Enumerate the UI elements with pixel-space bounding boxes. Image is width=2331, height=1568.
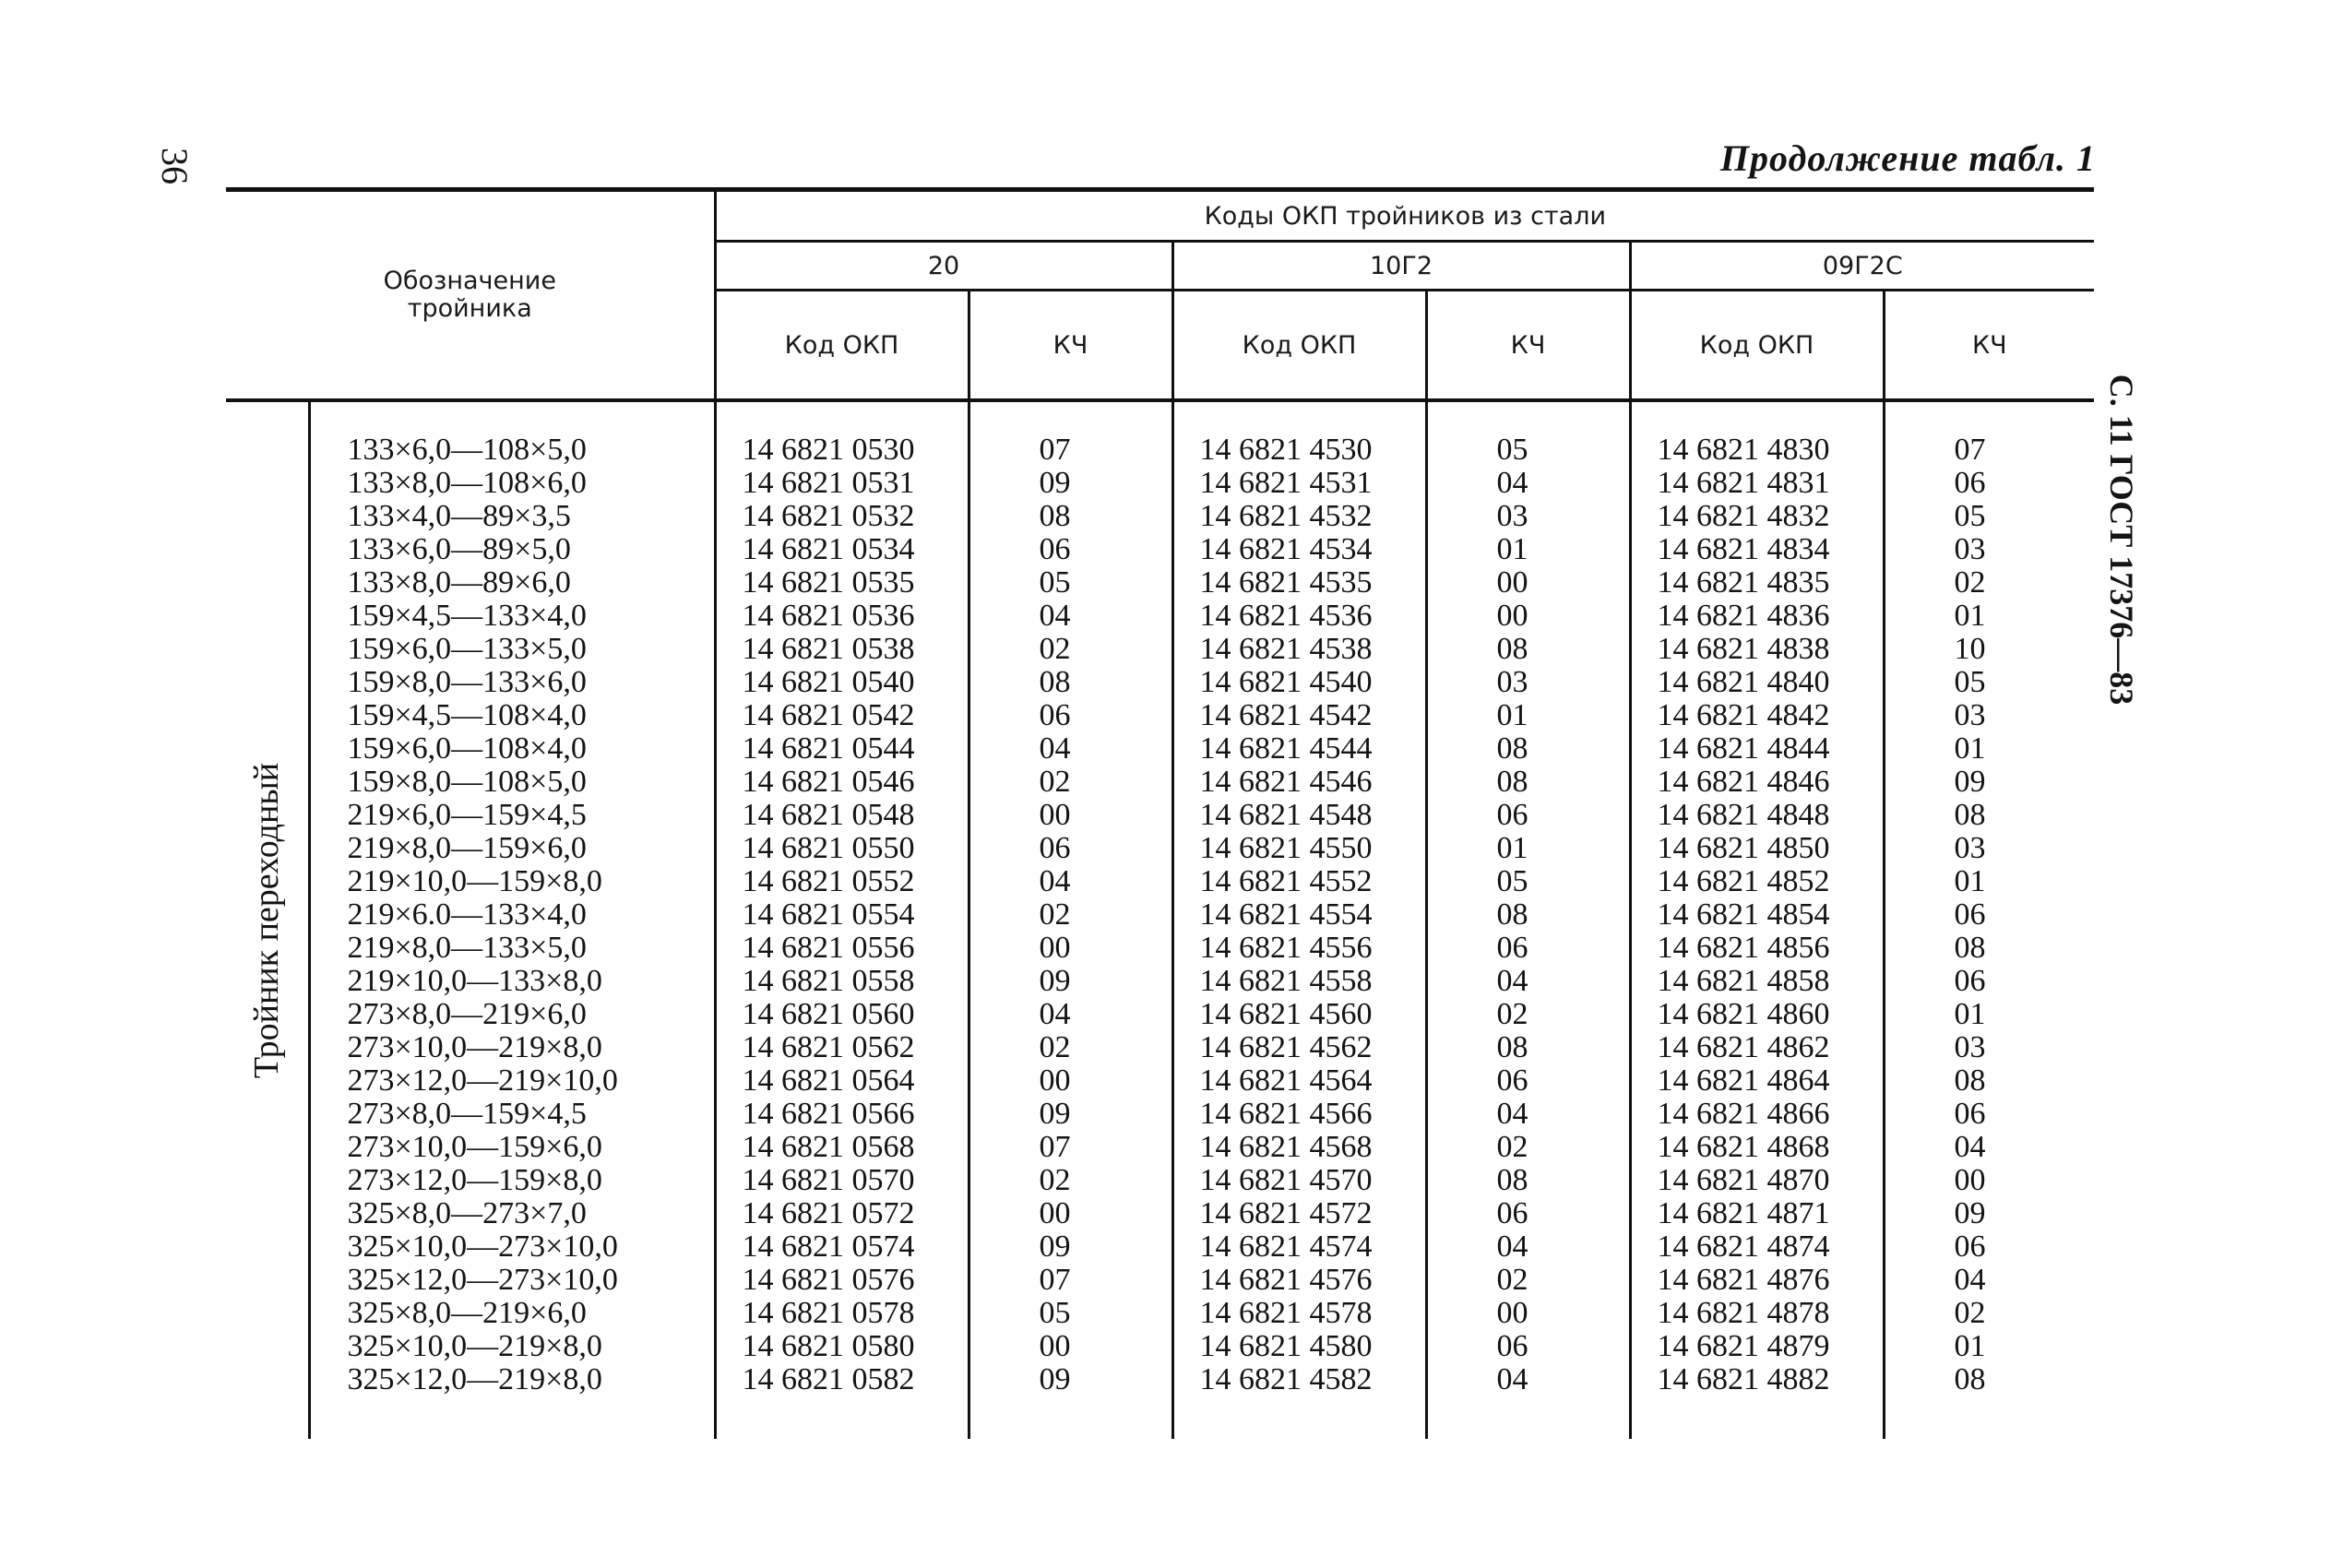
okp-code-cell: 14 6821 4558 (1172, 965, 1426, 998)
okp-code-cell: 14 6821 4878 (1630, 1297, 1884, 1330)
designation-cell: 325×12,0—273×10,0 (309, 1264, 715, 1297)
designation-header-line-1: Обозначение (383, 267, 556, 295)
row-group-cell (226, 400, 309, 1439)
okp-code-cell: 14 6821 4874 (1630, 1230, 1884, 1264)
okp-code-cell: 14 6821 4536 (1172, 600, 1426, 633)
kch-cell: 02 (1426, 998, 1630, 1031)
table-row (226, 1131, 2094, 1164)
okp-code-cell: 14 6821 4862 (1630, 1031, 1884, 1064)
kch-cell: 01 (1426, 533, 1630, 566)
kch-cell: 02 (969, 766, 1172, 799)
table-row (226, 500, 2094, 533)
designation-cell: 219×6,0—159×4,5 (309, 799, 715, 832)
designation-cell: 325×8,0—273×7,0 (309, 1197, 715, 1230)
okp-code-cell: 14 6821 0540 (715, 666, 969, 699)
kch-header: КЧ (969, 291, 1172, 401)
designation-cell: 219×6.0—133×4,0 (309, 898, 715, 932)
kch-cell: 09 (969, 965, 1172, 998)
okp-code-cell: 14 6821 4582 (1172, 1363, 1426, 1439)
okp-code-cell: 14 6821 4835 (1630, 566, 1884, 600)
kch-cell: 01 (1884, 1330, 2094, 1363)
table-row (226, 1363, 2094, 1439)
okp-code-cell: 14 6821 4568 (1172, 1131, 1426, 1164)
okp-code-cell: 14 6821 0542 (715, 699, 969, 732)
okp-code-cell: 14 6821 4564 (1172, 1064, 1426, 1098)
code-header: Код ОКП (1630, 291, 1884, 401)
okp-code-cell: 14 6821 0574 (715, 1230, 969, 1264)
designation-cell: 219×10,0—159×8,0 (309, 865, 715, 898)
kch-cell: 03 (1884, 699, 2094, 732)
designation-cell: 219×8,0—159×6,0 (309, 832, 715, 865)
kch-cell: 01 (1884, 600, 2094, 633)
designation-cell: 273×8,0—219×6,0 (309, 998, 715, 1031)
designation-cell: 159×4,5—133×4,0 (309, 600, 715, 633)
okp-code-cell: 14 6821 0572 (715, 1197, 969, 1230)
designation-cell: 325×10,0—219×8,0 (309, 1330, 715, 1363)
table-row (226, 1297, 2094, 1330)
okp-code-cell: 14 6821 0558 (715, 965, 969, 998)
kch-cell: 07 (969, 400, 1172, 467)
designation-cell: 273×12,0—219×10,0 (309, 1064, 715, 1098)
kch-cell: 00 (969, 1064, 1172, 1098)
kch-cell: 08 (1884, 799, 2094, 832)
kch-cell: 08 (969, 666, 1172, 699)
kch-cell: 01 (1884, 732, 2094, 766)
okp-code-cell: 14 6821 4850 (1630, 832, 1884, 865)
okp-code-cell: 14 6821 4838 (1630, 633, 1884, 666)
okp-code-cell: 14 6821 4574 (1172, 1230, 1426, 1264)
table-row (226, 467, 2094, 500)
table-row (226, 1098, 2094, 1131)
okp-code-cell: 14 6821 0562 (715, 1031, 969, 1064)
okp-code-cell: 14 6821 4842 (1630, 699, 1884, 732)
designation-cell: 219×10,0—133×8,0 (309, 965, 715, 998)
okp-code-cell: 14 6821 4864 (1630, 1064, 1884, 1098)
okp-code-cell: 14 6821 4879 (1630, 1330, 1884, 1363)
kch-cell: 05 (1884, 666, 2094, 699)
okp-code-cell: 14 6821 4535 (1172, 566, 1426, 600)
table-row (226, 965, 2094, 998)
kch-cell: 02 (1426, 1131, 1630, 1164)
steel-header-09g2s: 09Г2С (1630, 242, 2094, 291)
kch-cell: 08 (1426, 633, 1630, 666)
kch-cell: 06 (1884, 898, 2094, 932)
table-row (226, 600, 2094, 633)
okp-code-cell: 14 6821 0568 (715, 1131, 969, 1164)
okp-code-cell: 14 6821 0566 (715, 1098, 969, 1131)
table-row (226, 1264, 2094, 1297)
okp-code-cell: 14 6821 4848 (1630, 799, 1884, 832)
okp-code-cell: 14 6821 4882 (1630, 1363, 1884, 1439)
kch-cell: 02 (969, 1164, 1172, 1197)
kch-cell: 06 (1884, 1230, 2094, 1264)
okp-code-cell: 14 6821 0532 (715, 500, 969, 533)
okp-code-cell: 14 6821 4534 (1172, 533, 1426, 566)
kch-cell: 00 (969, 799, 1172, 832)
okp-code-cell: 14 6821 4552 (1172, 865, 1426, 898)
kch-cell: 06 (969, 832, 1172, 865)
kch-cell: 00 (969, 1330, 1172, 1363)
okp-code-cell: 14 6821 4560 (1172, 998, 1426, 1031)
table-row (226, 865, 2094, 898)
designation-cell: 325×12,0—219×8,0 (309, 1363, 715, 1439)
okp-code-cell: 14 6821 0531 (715, 467, 969, 500)
kch-cell: 01 (1884, 865, 2094, 898)
kch-cell: 00 (1426, 600, 1630, 633)
okp-code-cell: 14 6821 4854 (1630, 898, 1884, 932)
table-row (226, 1031, 2094, 1064)
kch-cell: 04 (1426, 965, 1630, 998)
page-number: 36 (154, 148, 196, 184)
okp-code-cell: 14 6821 0550 (715, 832, 969, 865)
okp-code-cell: 14 6821 0544 (715, 732, 969, 766)
designation-cell: 325×10,0—273×10,0 (309, 1230, 715, 1264)
kch-cell: 08 (1884, 1363, 2094, 1439)
kch-cell: 02 (1426, 1264, 1630, 1297)
designation-cell: 273×10,0—219×8,0 (309, 1031, 715, 1064)
designation-cell: 133×6,0—89×5,0 (309, 533, 715, 566)
okp-code-cell: 14 6821 4532 (1172, 500, 1426, 533)
row-group-label: Тройник переходный (247, 762, 287, 1079)
okp-code-cell: 14 6821 4832 (1630, 500, 1884, 533)
okp-code-cell: 14 6821 4530 (1172, 400, 1426, 467)
table-row (226, 799, 2094, 832)
kch-cell: 03 (1426, 500, 1630, 533)
kch-cell: 08 (1426, 1031, 1630, 1064)
table-row (226, 533, 2094, 566)
kch-cell: 04 (1426, 467, 1630, 500)
designation-cell: 133×4,0—89×3,5 (309, 500, 715, 533)
designation-cell: 159×8,0—108×5,0 (309, 766, 715, 799)
kch-cell: 07 (969, 1264, 1172, 1297)
kch-cell: 08 (1426, 766, 1630, 799)
okp-code-cell: 14 6821 0534 (715, 533, 969, 566)
okp-code-cell: 14 6821 4846 (1630, 766, 1884, 799)
steel-header-20: 20 (715, 242, 1172, 291)
kch-cell: 03 (1884, 1031, 2094, 1064)
okp-code-cell: 14 6821 4578 (1172, 1297, 1426, 1330)
table-row (226, 1064, 2094, 1098)
okp-code-cell: 14 6821 0582 (715, 1363, 969, 1439)
designation-cell: 325×8,0—219×6,0 (309, 1297, 715, 1330)
kch-cell: 01 (1426, 832, 1630, 865)
kch-cell: 05 (1426, 865, 1630, 898)
okp-code-cell: 14 6821 4856 (1630, 932, 1884, 965)
designation-cell: 273×10,0—159×6,0 (309, 1131, 715, 1164)
kch-cell: 00 (1426, 1297, 1630, 1330)
kch-cell: 06 (969, 699, 1172, 732)
table-row (226, 566, 2094, 600)
kch-cell: 07 (1884, 400, 2094, 467)
kch-cell: 08 (1426, 898, 1630, 932)
kch-cell: 03 (1884, 832, 2094, 865)
table-row (226, 932, 2094, 965)
okp-code-cell: 14 6821 4540 (1172, 666, 1426, 699)
kch-cell: 01 (1426, 699, 1630, 732)
okp-code-cell: 14 6821 4870 (1630, 1164, 1884, 1197)
kch-cell: 08 (1884, 1064, 2094, 1098)
kch-cell: 02 (969, 898, 1172, 932)
okp-code-cell: 14 6821 4566 (1172, 1098, 1426, 1131)
code-header: Код ОКП (715, 291, 969, 401)
designation-cell: 219×8,0—133×5,0 (309, 932, 715, 965)
kch-cell: 05 (969, 1297, 1172, 1330)
designation-cell: 133×6,0—108×5,0 (309, 400, 715, 467)
kch-cell: 05 (969, 566, 1172, 600)
okp-code-cell: 14 6821 0535 (715, 566, 969, 600)
kch-cell: 00 (969, 1197, 1172, 1230)
codes-group-header: Коды ОКП тройников из стали (715, 190, 2094, 242)
table-body (226, 400, 2094, 1439)
kch-cell: 04 (1426, 1363, 1630, 1439)
okp-code-cell: 14 6821 4572 (1172, 1197, 1426, 1230)
okp-code-cell: 14 6821 4576 (1172, 1264, 1426, 1297)
kch-cell: 04 (1426, 1098, 1630, 1131)
okp-code-cell: 14 6821 4840 (1630, 666, 1884, 699)
kch-cell: 06 (1884, 1098, 2094, 1131)
okp-code-cell: 14 6821 4550 (1172, 832, 1426, 865)
kch-cell: 06 (1426, 932, 1630, 965)
okp-code-cell: 14 6821 4556 (1172, 932, 1426, 965)
designation-cell: 133×8,0—89×6,0 (309, 566, 715, 600)
designation-cell: 159×4,5—108×4,0 (309, 699, 715, 732)
kch-cell: 06 (969, 533, 1172, 566)
kch-cell: 02 (1884, 566, 2094, 600)
okp-code-cell: 14 6821 0564 (715, 1064, 969, 1098)
kch-cell: 06 (1426, 1330, 1630, 1363)
okp-code-cell: 14 6821 4860 (1630, 998, 1884, 1031)
table-row (226, 666, 2094, 699)
okp-code-cell: 14 6821 4876 (1630, 1264, 1884, 1297)
okp-code-cell: 14 6821 4844 (1630, 732, 1884, 766)
kch-cell: 08 (969, 500, 1172, 533)
table-row (226, 699, 2094, 732)
kch-cell: 08 (1884, 932, 2094, 965)
kch-cell: 08 (1426, 1164, 1630, 1197)
okp-code-cell: 14 6821 0554 (715, 898, 969, 932)
okp-code-cell: 14 6821 4538 (1172, 633, 1426, 666)
okp-code-cell: 14 6821 0538 (715, 633, 969, 666)
okp-code-cell: 14 6821 4836 (1630, 600, 1884, 633)
designation-header (226, 190, 715, 401)
code-header: Код ОКП (1172, 291, 1426, 401)
kch-cell: 09 (969, 467, 1172, 500)
kch-cell: 04 (969, 600, 1172, 633)
kch-cell: 04 (1884, 1131, 2094, 1164)
kch-cell: 06 (1426, 1064, 1630, 1098)
kch-cell: 03 (1884, 533, 2094, 566)
kch-cell: 02 (969, 633, 1172, 666)
table-row (226, 832, 2094, 865)
designation-cell: 273×8,0—159×4,5 (309, 1098, 715, 1131)
okp-code-cell: 14 6821 0576 (715, 1264, 969, 1297)
okp-code-cell: 14 6821 4871 (1630, 1197, 1884, 1230)
okp-code-cell: 14 6821 0560 (715, 998, 969, 1031)
okp-code-cell: 14 6821 4858 (1630, 965, 1884, 998)
okp-code-cell: 14 6821 4554 (1172, 898, 1426, 932)
kch-header: КЧ (1426, 291, 1630, 401)
table-row (226, 1230, 2094, 1264)
okp-code-cell: 14 6821 4830 (1630, 400, 1884, 467)
kch-cell: 00 (1884, 1164, 2094, 1197)
table-row (226, 732, 2094, 766)
kch-cell: 03 (1426, 666, 1630, 699)
kch-cell: 09 (1884, 1197, 2094, 1230)
okp-code-cell: 14 6821 4546 (1172, 766, 1426, 799)
kch-cell: 05 (1884, 500, 2094, 533)
okp-code-cell: 14 6821 4570 (1172, 1164, 1426, 1197)
okp-code-cell: 14 6821 0548 (715, 799, 969, 832)
table-row (226, 1197, 2094, 1230)
okp-code-cell: 14 6821 4531 (1172, 467, 1426, 500)
okp-code-cell: 14 6821 0530 (715, 400, 969, 467)
designation-header-line-2: тройника (407, 294, 532, 323)
kch-cell: 06 (1426, 1197, 1630, 1230)
table-header (226, 190, 2094, 401)
okp-code-cell: 14 6821 4548 (1172, 799, 1426, 832)
kch-cell: 04 (1884, 1264, 2094, 1297)
designation-cell: 159×8,0—133×6,0 (309, 666, 715, 699)
okp-code-cell: 14 6821 0556 (715, 932, 969, 965)
kch-cell: 02 (1884, 1297, 2094, 1330)
kch-cell: 09 (969, 1363, 1172, 1439)
okp-code-cell: 14 6821 4580 (1172, 1330, 1426, 1363)
okp-code-cell: 14 6821 4866 (1630, 1098, 1884, 1131)
table-row (226, 766, 2094, 799)
designation-cell: 159×6,0—133×5,0 (309, 633, 715, 666)
table-row (226, 1330, 2094, 1363)
kch-cell: 06 (1884, 965, 2094, 998)
kch-cell: 01 (1884, 998, 2094, 1031)
okp-code-cell: 14 6821 0580 (715, 1330, 969, 1363)
okp-code-cell: 14 6821 4831 (1630, 467, 1884, 500)
steel-header-10g2: 10Г2 (1172, 242, 1630, 291)
kch-cell: 02 (969, 1031, 1172, 1064)
kch-cell: 06 (1884, 467, 2094, 500)
kch-cell: 09 (969, 1230, 1172, 1264)
kch-cell: 00 (969, 932, 1172, 965)
kch-cell: 04 (1426, 1230, 1630, 1264)
kch-cell: 04 (969, 732, 1172, 766)
okp-code-cell: 14 6821 0552 (715, 865, 969, 898)
kch-cell: 04 (969, 865, 1172, 898)
table-row (226, 633, 2094, 666)
kch-cell: 04 (969, 998, 1172, 1031)
kch-cell: 05 (1426, 400, 1630, 467)
table-row (226, 1164, 2094, 1197)
okp-code-cell: 14 6821 0536 (715, 600, 969, 633)
kch-cell: 06 (1426, 799, 1630, 832)
designation-cell: 273×12,0—159×8,0 (309, 1164, 715, 1197)
okp-code-cell: 14 6821 4542 (1172, 699, 1426, 732)
okp-code-cell: 14 6821 4852 (1630, 865, 1884, 898)
okp-code-cell: 14 6821 4868 (1630, 1131, 1884, 1164)
table-continuation-title: Продолжение табл. 1 (1719, 137, 2096, 179)
okp-code-cell: 14 6821 4562 (1172, 1031, 1426, 1064)
kch-cell: 09 (969, 1098, 1172, 1131)
table-row (226, 400, 2094, 467)
okp-code-cell: 14 6821 0570 (715, 1164, 969, 1197)
kch-header: КЧ (1884, 291, 2094, 401)
kch-cell: 09 (1884, 766, 2094, 799)
table-row (226, 898, 2094, 932)
kch-cell: 08 (1426, 732, 1630, 766)
table-row (226, 998, 2094, 1031)
kch-cell: 00 (1426, 566, 1630, 600)
kch-cell: 07 (969, 1131, 1172, 1164)
kch-cell: 10 (1884, 633, 2094, 666)
designation-cell: 159×6,0—108×4,0 (309, 732, 715, 766)
okp-code-cell: 14 6821 0546 (715, 766, 969, 799)
okp-code-cell: 14 6821 0578 (715, 1297, 969, 1330)
okp-code-cell: 14 6821 4834 (1630, 533, 1884, 566)
okp-code-cell: 14 6821 4544 (1172, 732, 1426, 766)
okp-codes-table (226, 187, 2094, 1439)
designation-cell: 133×8,0—108×6,0 (309, 467, 715, 500)
